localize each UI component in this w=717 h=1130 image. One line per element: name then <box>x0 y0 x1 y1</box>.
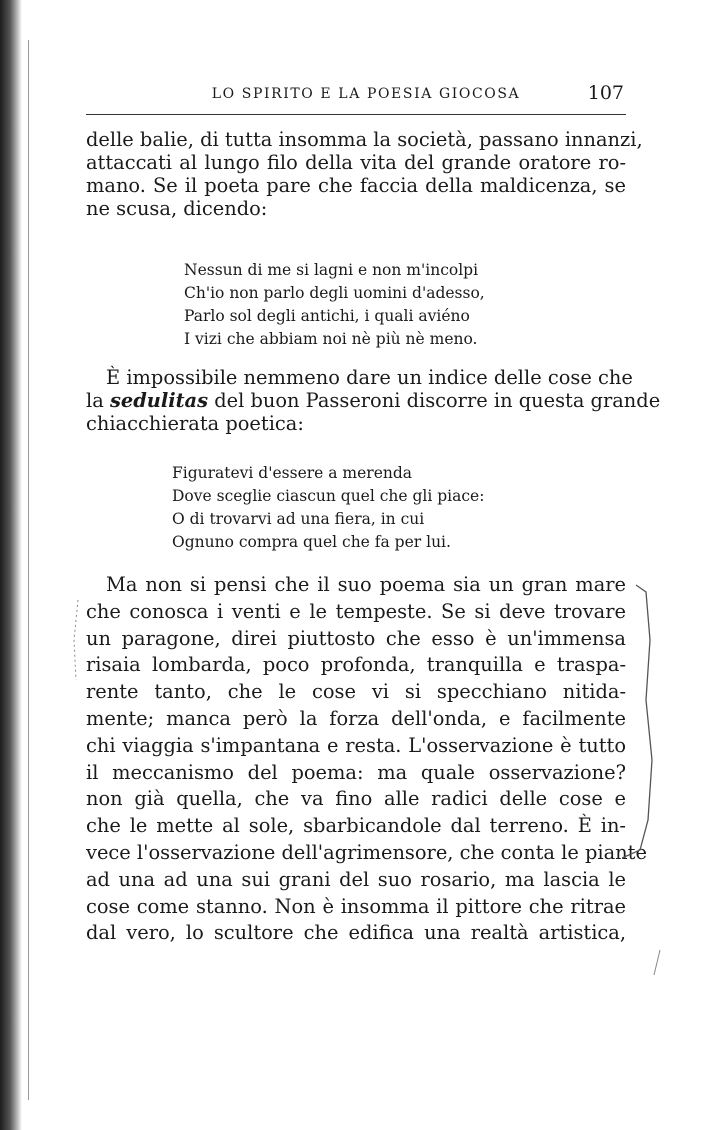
margin-tick <box>654 950 660 975</box>
verse-line: I vizi che abbiam noi nè più nè meno. <box>184 330 478 348</box>
verse-line: Ch'io non parlo degli uomini d'adesso, <box>184 284 485 302</box>
text-line: delle balie, di tutta insomma la società, passano innanzi, <box>86 128 643 151</box>
right-margin-bracket <box>622 585 652 858</box>
text-segment: del buon Passeroni discorre in questa grande <box>208 389 661 412</box>
text-line: rente tanto, che le cose vi si specchiano nitida- <box>86 680 626 704</box>
text-line: Ma non si pensi che il suo poema sia un gran mare <box>106 573 626 596</box>
text-line: non già quella, che va fino alle radici delle cose e <box>86 787 626 811</box>
text-line: mente; manca però la forza dell'onda, e facilmente <box>86 706 626 730</box>
verse-line: Dove sceglie ciascun quel che gli piace: <box>172 487 485 505</box>
running-title: LO SPIRITO E LA POESIA GIOCOSA <box>211 86 521 102</box>
text-line: mano. Se il poeta pare che faccia della maldicenza, se <box>86 174 626 197</box>
verse-line: Parlo sol degli antichi, i quali aviéno <box>184 307 470 325</box>
verse-line: Nessun di me si lagni e non m'incolpi <box>184 261 479 279</box>
page-number: 107 <box>587 82 624 104</box>
text-line: ne scusa, dicendo: <box>86 197 268 220</box>
verse-line: Ognuno compra quel che fa per lui. <box>172 533 451 551</box>
text-line: attaccati al lungo filo della vita del grande oratore ro- <box>86 151 626 174</box>
latin-term: sedulitas <box>109 389 209 412</box>
text-line: È impossibile nemmeno dare un indice delle cose che <box>106 366 633 389</box>
text-line: cose come stanno. Non è insomma il pittore che ritrae <box>86 894 626 918</box>
text-line: dal vero, lo scultore che edifica una realtà artistica, <box>86 921 626 945</box>
text-line: chi viaggia s'impantana e resta. L'osservazione è tutto <box>86 733 626 757</box>
verse-line: O di trovarvi ad una fiera, in cui <box>172 510 425 528</box>
text-line: chiacchierata poetica: <box>86 412 304 435</box>
text-line: che conosca i venti e le tempeste. Se si deve trovare <box>86 599 626 623</box>
text-line: il meccanismo del poema: ma quale osservazione? <box>86 760 626 784</box>
text-segment: la <box>86 389 110 412</box>
text-line: che le mette al sole, sbarbicandole dal terreno. È in- <box>86 814 626 838</box>
text-line: vece l'osservazione dell'agrimensore, che conta le piante <box>86 840 647 864</box>
text-line: risaia lombarda, poco profonda, tranquilla e traspa- <box>86 653 626 677</box>
verse-line: Figuratevi d'essere a merenda <box>172 464 413 482</box>
left-margin-mark <box>74 600 78 680</box>
text-line: un paragone, direi piuttosto che esso è un'immensa <box>86 626 626 650</box>
text-line: ad una ad una sui grani del suo rosario, ma lascia le <box>86 867 626 891</box>
